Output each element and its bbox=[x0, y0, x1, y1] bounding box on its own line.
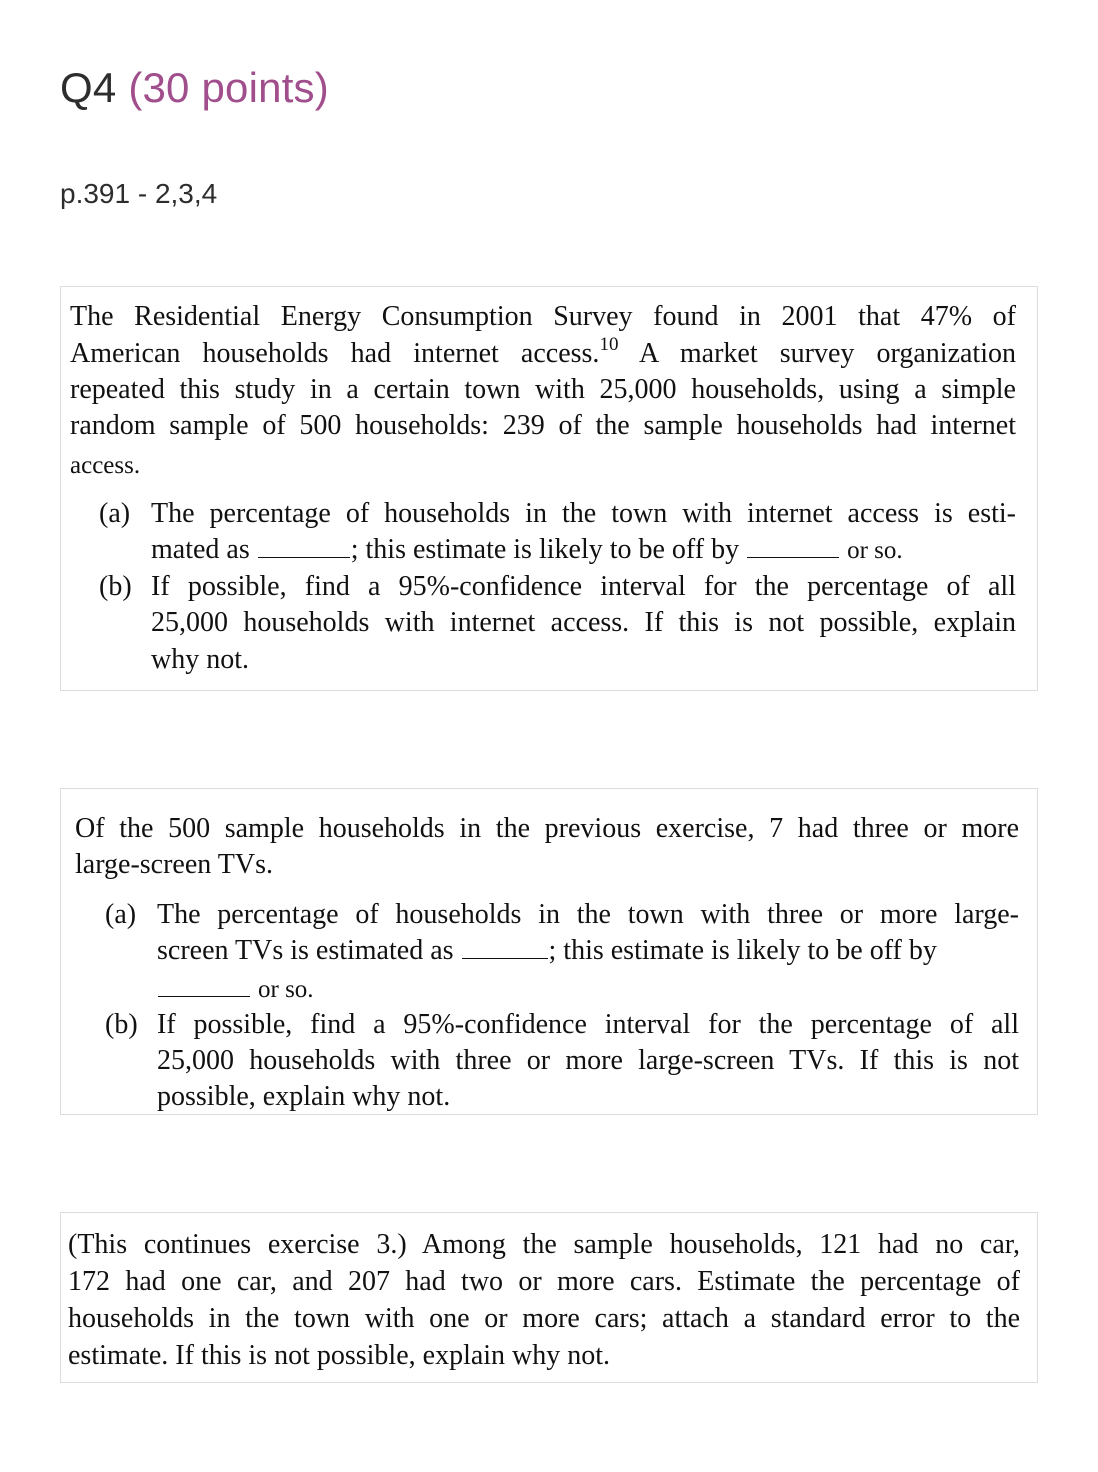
exercise-3-part-a-line-1: The percentage of households in the town with three or more large- bbox=[157, 899, 1019, 930]
exercise-4-line-4: estimate. If this is not possible, explain why not. bbox=[68, 1340, 611, 1371]
exercise-3-intro-line-1: Of the 500 sample households in the previous exercise, 7 had three or more bbox=[75, 813, 1019, 844]
page-reference: p.391 - 2,3,4 bbox=[60, 178, 218, 209]
part-a-label: (a) bbox=[105, 899, 137, 930]
exercise-2-intro-line-2 bbox=[70, 333, 1016, 372]
part-a-text: screen TVs is estimated as bbox=[157, 935, 454, 966]
exercise-3-part-b-line-2: 25,000 households with three or more large-screen TVs. If this is not bbox=[157, 1045, 1019, 1076]
question-number: Q4 bbox=[60, 64, 117, 111]
question-points: (30 points) bbox=[128, 64, 329, 111]
exercise-2-part-b-line-3: why not. bbox=[151, 644, 249, 675]
exercise-2-intro-line-4: random sample of 500 households: 239 of the sample households had internet bbox=[70, 410, 1016, 441]
exercise-2-part-a-line-2 bbox=[151, 532, 903, 569]
part-a-text: ; this estimate is likely to be off by bbox=[548, 935, 937, 966]
exercise-4-box bbox=[60, 1212, 1038, 1383]
answer-blank bbox=[258, 535, 350, 558]
answer-blank bbox=[462, 936, 548, 959]
exercise-3-part-b-line-3: possible, explain why not. bbox=[157, 1081, 451, 1112]
intro-text: A market survey organization bbox=[618, 338, 1016, 369]
part-a-text: or so. bbox=[258, 976, 314, 1003]
exercise-2-intro-line-1: The Residential Energy Consumption Survey found in 2001 that 47% of bbox=[70, 301, 1016, 332]
exercise-3-box bbox=[60, 788, 1038, 1115]
part-b-label: (b) bbox=[99, 571, 132, 602]
exercise-2-box bbox=[60, 286, 1038, 691]
exercise-2-part-b-line-2: 25,000 households with internet access. If this is not possible, explain bbox=[151, 607, 1016, 638]
part-a-label: (a) bbox=[99, 498, 131, 529]
exercise-4-line-2: 172 had one car, and 207 had two or more cars. Estimate the percentage of bbox=[68, 1266, 1020, 1297]
exercise-2-intro-line-3: repeated this study in a certain town with 25,000 households, using a simple bbox=[70, 374, 1016, 405]
intro-text: American households had internet access. bbox=[70, 338, 600, 369]
answer-blank bbox=[747, 535, 839, 558]
answer-blank bbox=[158, 974, 250, 997]
part-a-text: ; this estimate is likely to be off by bbox=[350, 534, 740, 565]
footnote-marker: 10 bbox=[599, 333, 619, 355]
exercise-2-part-a-line-1: The percentage of households in the town with internet access is esti- bbox=[151, 498, 1016, 529]
exercise-4-line-3: households in the town with one or more cars; attach a standard error to the bbox=[68, 1303, 1020, 1334]
exercise-2-part-b-line-1: If possible, find a 95%-confidence interval for the percentage of all bbox=[151, 571, 1016, 602]
exercise-4-line-1: (This continues exercise 3.) Among the sample households, 121 had no car, bbox=[68, 1229, 1020, 1260]
part-b-label: (b) bbox=[105, 1009, 138, 1040]
exercise-3-part-a-line-3 bbox=[157, 971, 314, 1008]
exercise-3-part-a-line-2 bbox=[157, 933, 937, 969]
question-title bbox=[60, 62, 329, 114]
exercise-2-intro-line-5: access. bbox=[70, 452, 141, 479]
exercise-3-part-b-line-1: If possible, find a 95%-confidence interval for the percentage of all bbox=[157, 1009, 1019, 1040]
part-a-text: mated as bbox=[151, 534, 250, 565]
part-a-text: or so. bbox=[847, 537, 903, 564]
exercise-3-intro-line-2: large-screen TVs. bbox=[75, 849, 273, 880]
